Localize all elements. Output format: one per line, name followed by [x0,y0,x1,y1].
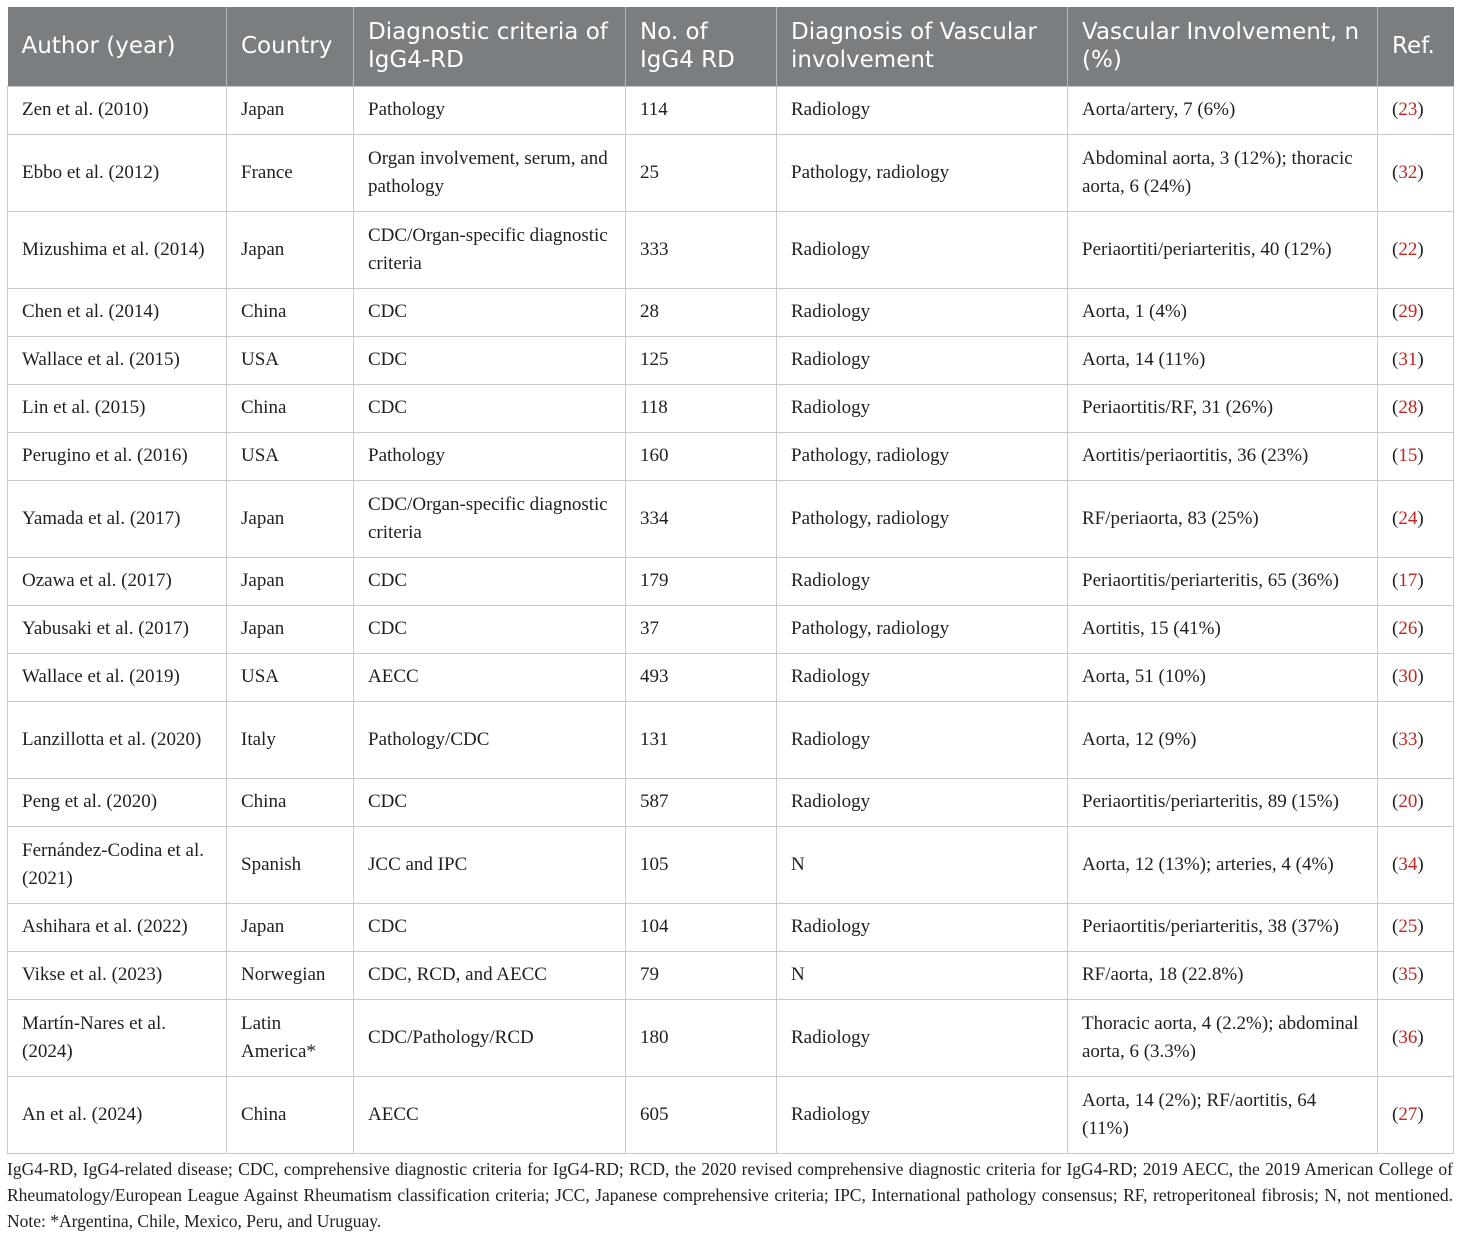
cell-country: Japan [227,480,354,557]
cell-count: 333 [626,211,777,288]
cell-count: 179 [626,557,777,605]
cell-vascular-involvement: Aorta, 51 (10%) [1068,653,1378,701]
cell-ref[interactable] [1378,211,1454,288]
cell-vascular-diagnosis: N [777,951,1068,999]
cell-count: 25 [626,134,777,211]
cell-country: Japan [227,605,354,653]
ref-open-paren: ( [1392,161,1399,183]
cell-count: 160 [626,432,777,480]
cell-criteria: Organ involvement, serum, and pathology [354,134,626,211]
ref-close-paren: ) [1417,99,1424,120]
ref-open-paren: ( [1392,301,1399,322]
cell-ref[interactable] [1378,134,1454,211]
reference-link[interactable]: 17 [1398,570,1418,591]
cell-criteria: CDC [354,778,626,826]
table-row [8,336,1454,384]
cell-vascular-diagnosis: Radiology [777,557,1068,605]
table-row [8,480,1454,557]
cell-vascular-involvement: Aorta, 14 (2%); RF/aortitis, 64 (11%) [1068,1076,1378,1153]
cell-criteria: CDC [354,288,626,336]
cell-count: 605 [626,1076,777,1153]
reference-link[interactable]: 30 [1398,666,1418,687]
ref-close-paren: ) [1417,791,1424,812]
ref-open-paren: ( [1392,791,1399,812]
ref-open-paren: ( [1392,853,1399,875]
ref-close-paren: ) [1417,666,1424,687]
cell-criteria: Pathology [354,432,626,480]
ref-close-paren: ) [1417,301,1424,322]
table-row [8,605,1454,653]
cell-vascular-involvement: Aorta, 1 (4%) [1068,288,1378,336]
table-row [8,653,1454,701]
cell-author: Mizushima et al. (2014) [8,211,227,288]
ref-close-paren: ) [1417,1103,1424,1125]
cell-count: 334 [626,480,777,557]
cell-count: 131 [626,701,777,778]
header-author: Author (year) [8,7,227,86]
cell-vascular-involvement: Aorta, 12 (9%) [1068,701,1378,778]
ref-close-paren: ) [1417,1026,1424,1048]
table-row [8,1076,1454,1153]
cell-criteria: CDC [354,903,626,951]
cell-country: Norwegian [227,951,354,999]
cell-ref[interactable] [1378,826,1454,903]
cell-vascular-diagnosis: Radiology [777,903,1068,951]
cell-ref[interactable] [1378,288,1454,336]
cell-criteria: CDC [354,384,626,432]
ref-open-paren: ( [1392,964,1399,985]
reference-link[interactable]: 20 [1398,791,1418,812]
cell-ref[interactable] [1378,336,1454,384]
reference-link[interactable]: 25 [1398,916,1418,937]
cell-vascular-involvement: RF/aorta, 18 (22.8%) [1068,951,1378,999]
ref-close-paren: ) [1417,916,1424,937]
ref-close-paren: ) [1417,238,1424,260]
reference-link[interactable]: 33 [1398,728,1418,750]
cell-author: Lanzillotta et al. (2020) [8,701,227,778]
reference-link[interactable]: 29 [1398,301,1418,322]
cell-vascular-involvement: Periaortitis/periarteritis, 65 (36%) [1068,557,1378,605]
table-row [8,211,1454,288]
table-body [8,86,1454,1153]
cell-criteria: AECC [354,1076,626,1153]
cell-author: Yamada et al. (2017) [8,480,227,557]
cell-vascular-involvement: Aortitis, 15 (41%) [1068,605,1378,653]
cell-country: USA [227,336,354,384]
cell-vascular-involvement: Periaortiti/periarteritis, 40 (12%) [1068,211,1378,288]
cell-country: Japan [227,557,354,605]
cell-criteria: Pathology/CDC [354,701,626,778]
cell-vascular-diagnosis: N [777,826,1068,903]
cell-country: China [227,1076,354,1153]
cell-vascular-involvement: Aorta, 12 (13%); arteries, 4 (4%) [1068,826,1378,903]
cell-criteria: AECC [354,653,626,701]
cell-count: 493 [626,653,777,701]
cell-country: USA [227,432,354,480]
table-row [8,999,1454,1076]
cell-vascular-diagnosis: Radiology [777,288,1068,336]
cell-vascular-involvement: Aorta, 14 (11%) [1068,336,1378,384]
ref-open-paren: ( [1392,570,1399,591]
cell-author: An et al. (2024) [8,1076,227,1153]
reference-link[interactable]: 34 [1398,853,1418,875]
cell-count: 118 [626,384,777,432]
reference-link[interactable]: 24 [1398,507,1418,529]
table-row [8,778,1454,826]
ref-open-paren: ( [1392,238,1399,260]
cell-count: 587 [626,778,777,826]
cell-country: France [227,134,354,211]
cell-country: Japan [227,903,354,951]
cell-vascular-diagnosis: Radiology [777,211,1068,288]
cell-ref[interactable] [1378,605,1454,653]
table-row [8,557,1454,605]
header-ref: Ref. [1378,7,1454,86]
cell-vascular-diagnosis: Radiology [777,701,1068,778]
cell-vascular-involvement: Thoracic aorta, 4 (2.2%); abdominal aorta, 6 (3.3%) [1068,999,1378,1076]
reference-link[interactable]: 36 [1398,1026,1418,1048]
reference-link[interactable]: 15 [1398,445,1418,466]
cell-criteria: JCC and IPC [354,826,626,903]
cell-author: Lin et al. (2015) [8,384,227,432]
cell-count: 79 [626,951,777,999]
table-row [8,384,1454,432]
ref-close-paren: ) [1417,618,1424,639]
cell-author: Vikse et al. (2023) [8,951,227,999]
ref-open-paren: ( [1392,728,1399,750]
ref-close-paren: ) [1417,964,1424,985]
cell-ref[interactable] [1378,999,1454,1076]
reference-link[interactable]: 35 [1398,964,1418,985]
cell-country: Italy [227,701,354,778]
cell-author: Fernández-Codina et al. (2021) [8,826,227,903]
cell-ref[interactable] [1378,1076,1454,1153]
cell-author: Ashihara et al. (2022) [8,903,227,951]
cell-vascular-involvement: Periaortitis/periarteritis, 38 (37%) [1068,903,1378,951]
cell-author: Wallace et al. (2015) [8,336,227,384]
reference-link[interactable]: 32 [1398,161,1418,183]
cell-author: Chen et al. (2014) [8,288,227,336]
cell-count: 125 [626,336,777,384]
ref-close-paren: ) [1417,397,1424,418]
cell-ref[interactable] [1378,701,1454,778]
reference-link[interactable]: 31 [1398,349,1418,370]
cell-vascular-involvement: Abdominal aorta, 3 (12%); thoracic aorta, 6 (24%) [1068,134,1378,211]
cell-ref[interactable] [1378,903,1454,951]
cell-ref[interactable] [1378,432,1454,480]
ref-open-paren: ( [1392,445,1399,466]
cell-vascular-diagnosis: Pathology, radiology [777,605,1068,653]
table-row [8,826,1454,903]
ref-close-paren: ) [1417,853,1424,875]
cell-ref[interactable] [1378,480,1454,557]
cell-count: 28 [626,288,777,336]
cell-vascular-diagnosis: Pathology, radiology [777,134,1068,211]
table-row [8,951,1454,999]
ref-open-paren: ( [1392,618,1399,639]
cell-author: Perugino et al. (2016) [8,432,227,480]
cell-author: Martín-Nares et al. (2024) [8,999,227,1076]
ref-close-paren: ) [1417,728,1424,750]
header-diagnostic-criteria: Diagnostic criteria of IgG4-RD [354,7,626,86]
cell-vascular-diagnosis: Radiology [777,86,1068,134]
reference-link[interactable]: 26 [1398,618,1418,639]
cell-criteria: CDC/Organ-specific diagnostic criteria [354,211,626,288]
cell-ref[interactable] [1378,653,1454,701]
cell-vascular-diagnosis: Radiology [777,999,1068,1076]
cell-author: Peng et al. (2020) [8,778,227,826]
cell-criteria: CDC, RCD, and AECC [354,951,626,999]
ref-open-paren: ( [1392,666,1399,687]
cell-ref[interactable] [1378,384,1454,432]
ref-open-paren: ( [1392,916,1399,937]
cell-criteria: Pathology [354,86,626,134]
table-row [8,288,1454,336]
ref-open-paren: ( [1392,349,1399,370]
cell-country: USA [227,653,354,701]
cell-ref[interactable] [1378,951,1454,999]
cell-criteria: CDC [354,557,626,605]
reference-link[interactable]: 28 [1398,397,1418,418]
cell-country: Spanish [227,826,354,903]
cell-author: Zen et al. (2010) [8,86,227,134]
ref-open-paren: ( [1392,99,1399,120]
header-vascular-diagnosis: Diagnosis of Vascular involvement [777,7,1068,86]
cell-count: 114 [626,86,777,134]
cell-criteria: CDC/Organ-specific diagnostic criteria [354,480,626,557]
table-row [8,903,1454,951]
ref-open-paren: ( [1392,507,1399,529]
header-number: No. of IgG4 RD [626,7,777,86]
ref-open-paren: ( [1392,1103,1399,1125]
cell-count: 104 [626,903,777,951]
ref-close-paren: ) [1417,349,1424,370]
vascular-involvement-table [7,7,1454,1154]
cell-ref[interactable] [1378,557,1454,605]
cell-country: China [227,384,354,432]
cell-vascular-diagnosis: Pathology, radiology [777,480,1068,557]
header-row [8,7,1454,86]
ref-close-paren: ) [1417,161,1424,183]
cell-vascular-involvement: RF/periaorta, 83 (25%) [1068,480,1378,557]
cell-count: 105 [626,826,777,903]
cell-vascular-involvement: Periaortitis/RF, 31 (26%) [1068,384,1378,432]
cell-ref[interactable] [1378,86,1454,134]
cell-vascular-involvement: Periaortitis/periarteritis, 89 (15%) [1068,778,1378,826]
reference-link[interactable]: 23 [1398,99,1418,120]
cell-vascular-diagnosis: Radiology [777,384,1068,432]
table-row [8,86,1454,134]
cell-author: Ebbo et al. (2012) [8,134,227,211]
cell-author: Wallace et al. (2019) [8,653,227,701]
cell-vascular-diagnosis: Radiology [777,336,1068,384]
cell-country: China [227,288,354,336]
cell-criteria: CDC [354,605,626,653]
cell-country: Latin America* [227,999,354,1076]
cell-criteria: CDC/Pathology/RCD [354,999,626,1076]
cell-country: Japan [227,211,354,288]
ref-close-paren: ) [1417,445,1424,466]
table-row [8,134,1454,211]
cell-criteria: CDC [354,336,626,384]
cell-vascular-diagnosis: Radiology [777,653,1068,701]
cell-count: 37 [626,605,777,653]
ref-open-paren: ( [1392,1026,1399,1048]
cell-vascular-involvement: Aorta/artery, 7 (6%) [1068,86,1378,134]
cell-vascular-diagnosis: Radiology [777,778,1068,826]
ref-close-paren: ) [1417,570,1424,591]
cell-count: 180 [626,999,777,1076]
reference-link[interactable]: 22 [1398,238,1418,260]
cell-author: Ozawa et al. (2017) [8,557,227,605]
cell-ref[interactable] [1378,778,1454,826]
table-row [8,432,1454,480]
cell-vascular-involvement: Aortitis/periaortitis, 36 (23%) [1068,432,1378,480]
table-footnote: IgG4-RD, IgG4-related disease; CDC, comprehensive diagnostic criteria for IgG4-RD; RCD, the 2020 revised comprehensive diagnostic criteria for IgG4-RD; 2019 AECC, the 2019 American College of Rheumatology/European League Against Rheumatism classification criteria; JCC, Japanese comprehensive criteria; IPC, International pathology consensus; RF, retroperitoneal fibrosis; N, not mentioned. Note: *Argentina, Chile, Mexico, Peru, and Uruguay. [7,1159,1453,1231]
cell-country: China [227,778,354,826]
ref-close-paren: ) [1417,507,1424,529]
cell-vascular-diagnosis: Pathology, radiology [777,432,1068,480]
header-country: Country [227,7,354,86]
cell-country: Japan [227,86,354,134]
ref-open-paren: ( [1392,397,1399,418]
cell-author: Yabusaki et al. (2017) [8,605,227,653]
table-container [7,7,1453,1154]
cell-vascular-diagnosis: Radiology [777,1076,1068,1153]
reference-link[interactable]: 27 [1398,1103,1418,1125]
header-vascular-involvement: Vascular Involvement, n (%) [1068,7,1378,86]
table-row [8,701,1454,778]
